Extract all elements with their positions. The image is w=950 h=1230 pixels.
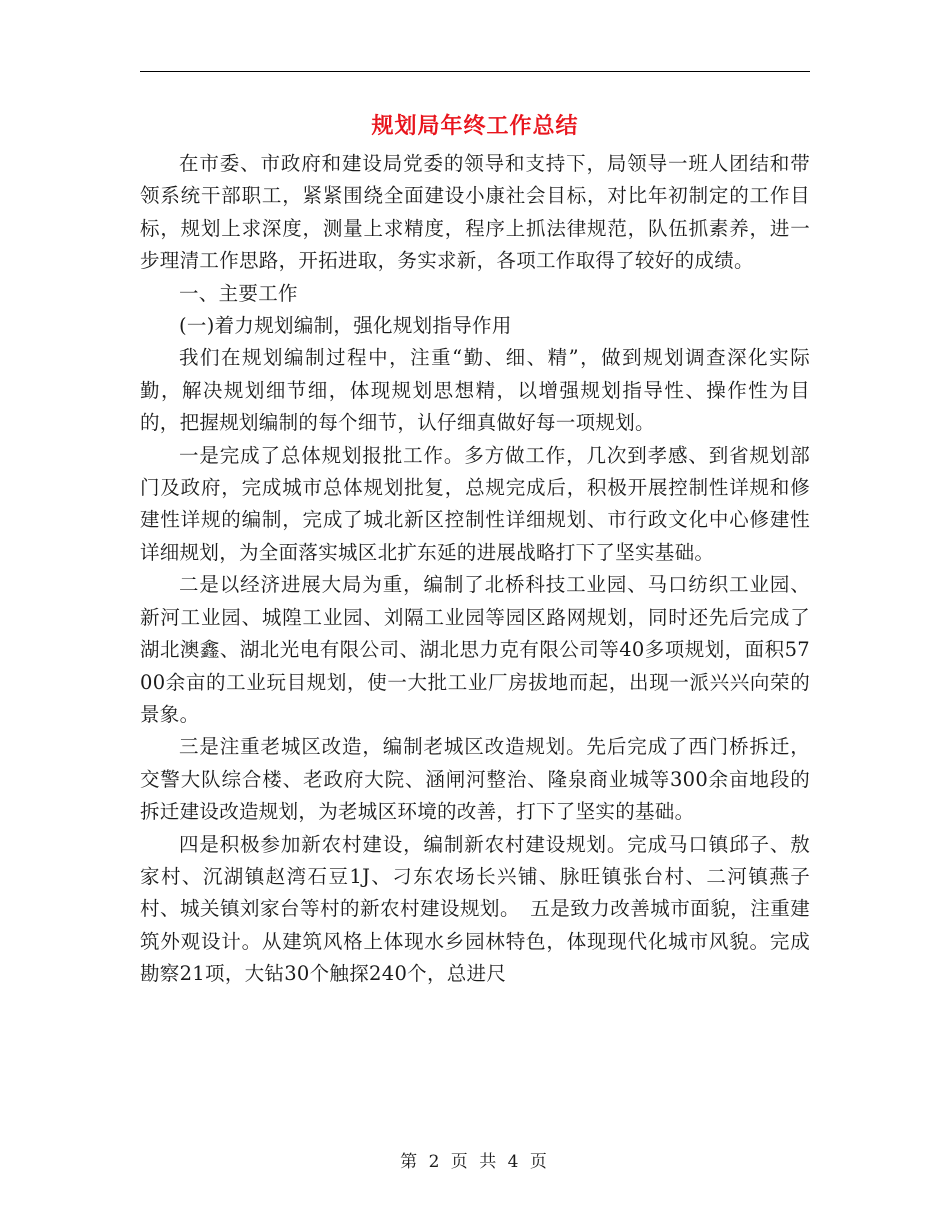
section-heading-main-work: 一、主要工作 (179, 281, 298, 305)
header-rule (140, 71, 810, 72)
document-body (140, 148, 810, 991)
page-footer (0, 1150, 950, 1174)
document-title: 规划局年终工作总结 (371, 113, 579, 139)
page-number: 第 2 页 共 4 页 (400, 1152, 550, 1172)
subsection-heading-planning: (一)着力规划编制，强化规划指导作用 (179, 314, 512, 338)
paragraph-item-two: 二是以经济进展大局为重，编制了北桥科技工业园、马口纺织工业园、新河工业园、城隍工业园、刘隔工业园等园区路网规划，同时还先后完成了湖北澳鑫、湖北光电有限公司、湖北思力克有限公司等40多项规划，面积5700余亩的工业玩目规划，使一大批工业厂房拔地而起，出现一派兴兴向荣的景象。 (140, 573, 810, 726)
paragraph-intro: 在市委、市政府和建设局党委的领导和支持下，局领导一班人团结和带领系统干部职工，紧紧围绕全面建设小康社会目标，对比年初制定的工作目标，规划上求深度，测量上求精度，程序上抓法律规范，队伍抓素养，进一步理清工作思路，开拓进取，务实求新，各项工作取得了较好的成绩。 (140, 152, 810, 273)
paragraph-item-four-five: 四是积极参加新农村建设，编制新农村建设规划。完成马口镇邱子、敖家村、沉湖镇赵湾石豆1J、刁东农场长兴铺、脉旺镇张台村、二河镇燕子村、城关镇刘家台等村的新农村建设规划。 五是致力改善城市面貌，注重建筑外观设计。从建筑风格上体现水乡园林特色，体现现代化城市风貌。完成勘察21项，大钻30个触探240个，总进尺 (140, 832, 810, 986)
paragraph-item-one: 一是完成了总体规划报批工作。多方做工作，几次到孝感、到省规划部门及政府，完成城市总体规划批复，总规完成后，积极开展控制性详规和修建性详规的编制，完成了城北新区控制性详细规划、市行政文化中心修建性详细规划，为全面落实城区北扩东延的进展战略打下了坚实基础。 (140, 443, 810, 564)
paragraph-item-three: 三是注重老城区改造，编制老城区改造规划。先后完成了西门桥拆迁，交警大队综合楼、老政府大院、涵闸河整治、隆泉商业城等300余亩地段的拆迁建设改造规划，为老城区环境的改善，打下了坚实的基础。 (140, 735, 810, 824)
paragraph-planning-approach: 我们在规划编制过程中，注重“勤、细、精”，做到规划调查深化实际勤，解决规划细节细，体现规划思想精，以增强规划指导性、操作性为目的，把握规划编制的每个细节，认仔细真做好每一项规划。 (140, 346, 810, 435)
